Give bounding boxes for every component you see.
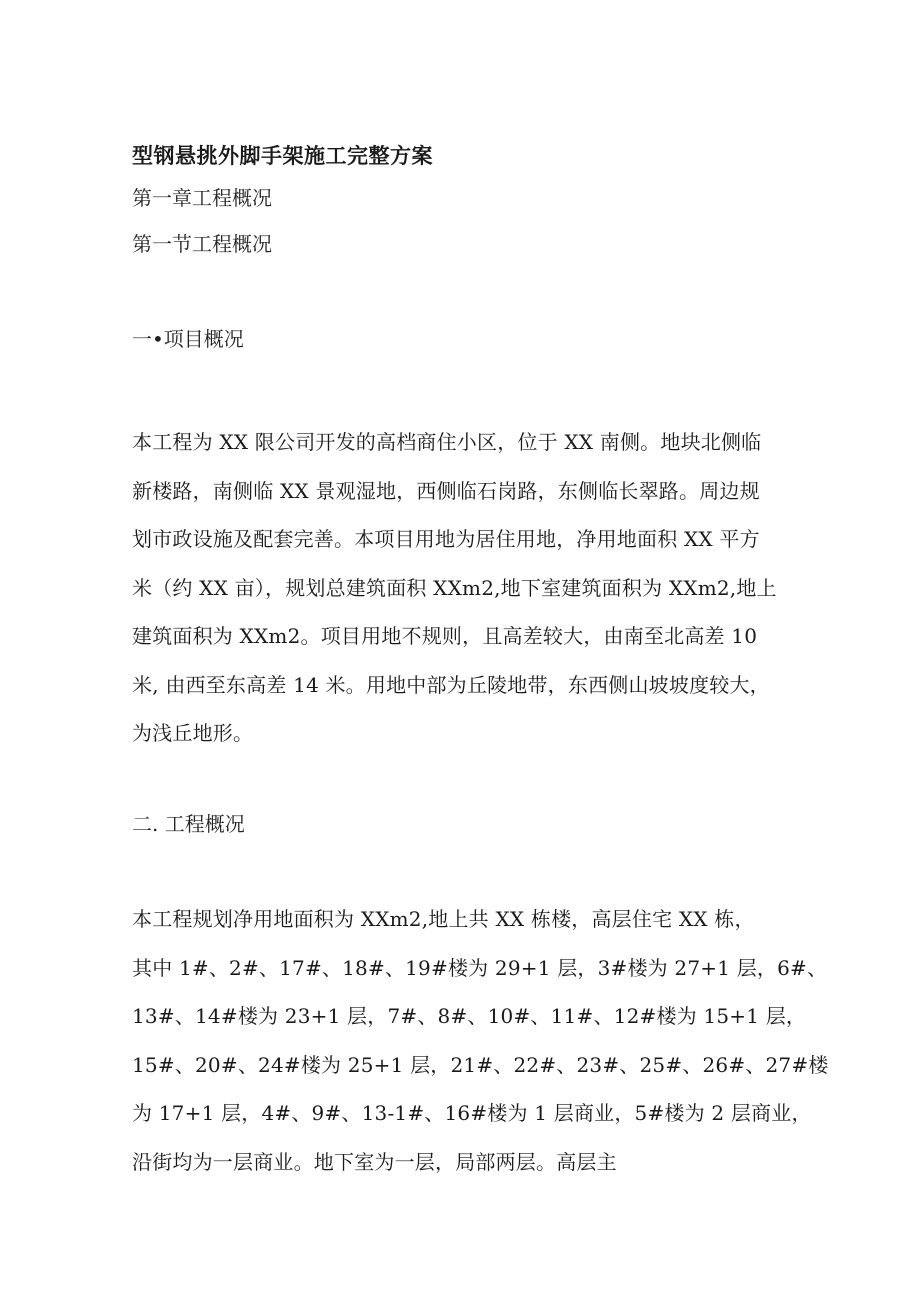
paragraph-line: 13#、14#楼为 23+1 层，7#、8#、10#、11#、12#楼为 15+1 层， [132, 1004, 807, 1028]
chapter-heading: 第一章工程概况 [132, 186, 272, 210]
paragraph-engineering-overview [132, 895, 829, 1186]
paragraph-project-overview [132, 418, 812, 758]
subsection-heading-project-overview: 一•项目概况 [132, 327, 244, 351]
paragraph-line: 为 17+1 层，4#、9#、13-1#、16#楼为 1 层商业，5#楼为 2 层商业， [132, 1101, 812, 1125]
section-heading: 第一节工程概况 [132, 232, 272, 256]
paragraph-line: 本工程为 XX 限公司开发的高档商住小区，位于 XX 南侧。地块北侧临 [132, 430, 762, 454]
paragraph-line: 米, 由西至东高差 14 米。用地中部为丘陵地带，东西侧山坡坡度较大， [132, 672, 770, 697]
paragraph-line: 米（约 XX 亩），规划总建筑面积 XXm2,地下室建筑面积为 XXm2,地上 [132, 575, 777, 600]
paragraph-line: 本工程规划净用地面积为 XXm2,地上共 XX 栋楼，高层住宅 XX 栋， [132, 907, 755, 931]
paragraph-line: 15#、20#、24#楼为 25+1 层，21#、22#、23#、25#、26#、27#楼 [132, 1052, 829, 1077]
subsection-heading-engineering-overview: 二. 工程概况 [132, 812, 245, 836]
paragraph-line: 为浅丘地形。 [132, 721, 254, 745]
paragraph-line: 建筑面积为 XXm2。项目用地不规则，且高差较大，由南至北高差 10 [132, 624, 758, 648]
document-title: 型钢悬挑外脚手架施工完整方案 [132, 144, 433, 168]
paragraph-line: 划市政设施及配套完善。本项目用地为居住用地，净用地面积 XX 平方 [132, 527, 760, 551]
paragraph-line: 其中 1#、2#、17#、18#、19#楼为 29+1 层，3#楼为 27+1 层，6#、 [132, 955, 828, 980]
paragraph-line: 沿街均为一层商业。地下室为一层，局部两层。高层主 [132, 1149, 617, 1174]
paragraph-line: 新楼路，南侧临 XX 景观湿地，西侧临石岗路，东侧临长翠路。周边规 [132, 478, 760, 503]
